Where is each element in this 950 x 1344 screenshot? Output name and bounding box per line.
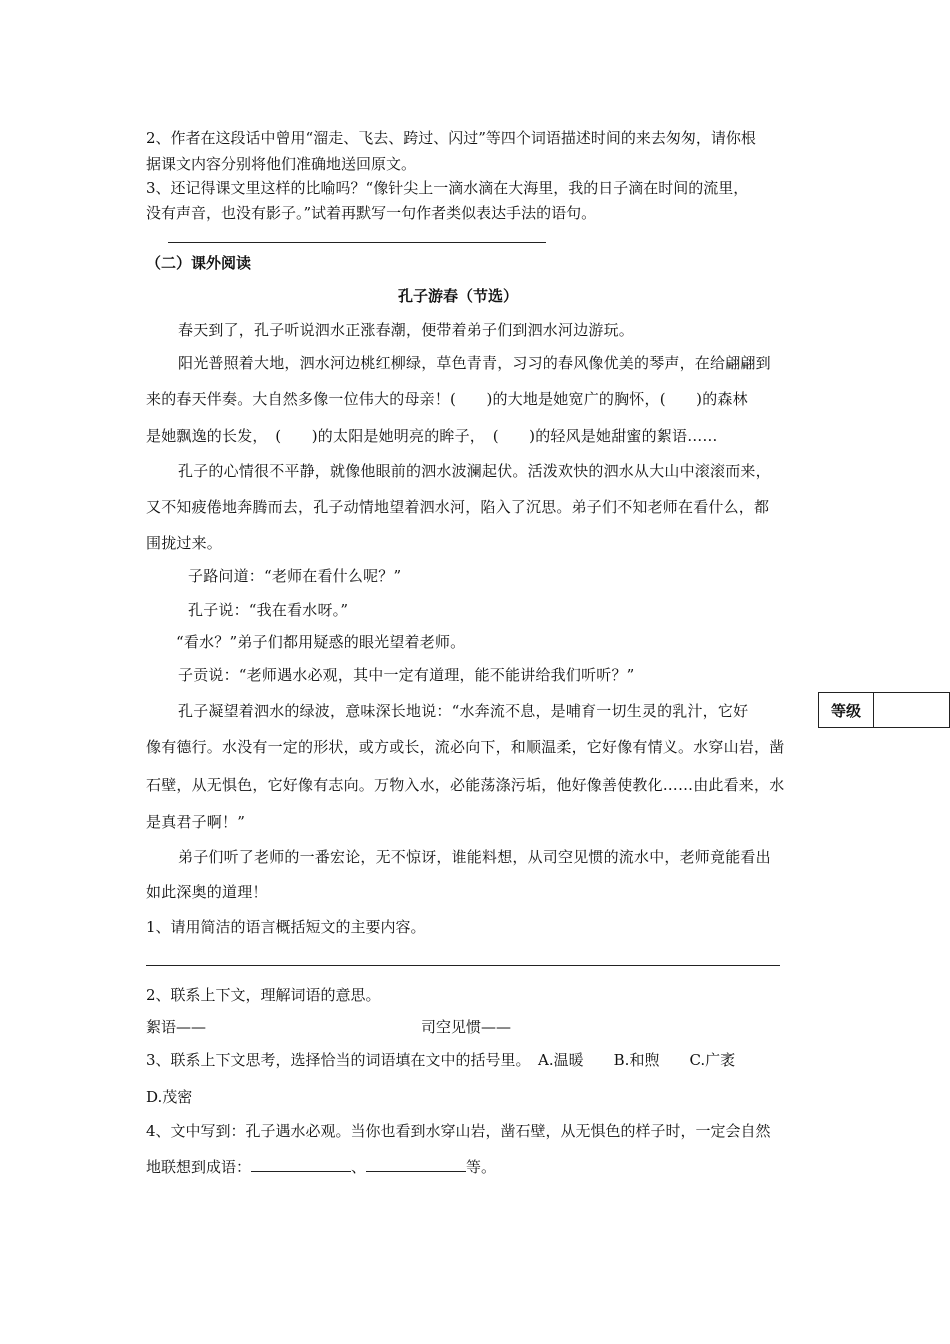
question-4-line-2 [146, 1157, 496, 1177]
grade-field[interactable] [874, 693, 949, 727]
passage-line: 子路问道：“老师在看什么呢？” [188, 567, 402, 585]
question-3-line-1: 3、还记得课文里这样的比喻吗？“像针尖上一滴水滴在大海里，我的日子滴在时间的流里， [146, 179, 749, 197]
question-1: 1、请用简洁的语言概括短文的主要内容。 [146, 918, 426, 936]
passage-line: 像有德行。水没有一定的形状，或方或长，流必向下，和顺温柔，它好像有情义。水穿山岩，凿 [146, 738, 785, 756]
question-2-line-1: 2、作者在这段话中曾用“溜走、飞去、跨过、闪过”等四个词语描述时间的来去匆匆，请你根 [146, 129, 756, 147]
grade-box [818, 692, 950, 728]
question-3-option-d: D.茂密 [146, 1088, 193, 1106]
passage-line: 阳光普照着大地，泗水河边桃红柳绿，草色青青，习习的春风像优美的琴声，在给翩翩到 [178, 354, 771, 372]
passage-line: 来的春天伴奏。大自然多像一位伟大的母亲！( )的大地是她宽广的胸怀，( )的森林 [146, 390, 748, 408]
idiom-blank-1[interactable] [251, 1157, 351, 1172]
passage-line: 弟子们听了老师的一番宏论，无不惊讶，谁能料想，从司空见惯的流水中，老师竟能看出 [178, 848, 771, 866]
passage-line: 子贡说：“老师遇水必观，其中一定有道理，能不能讲给我们听听？” [178, 666, 635, 684]
grade-label: 等级 [819, 693, 874, 727]
section-heading: （二）课外阅读 [146, 254, 252, 272]
passage-line: 石壁，从无惧色，它好像有志向。万物入水，必能荡涤污垢，他好像善使教化……由此看来，水 [146, 776, 785, 794]
passage-line: 孔子凝望着泗水的绿波，意味深长地说：“水奔流不息，是哺育一切生灵的乳汁，它好 [178, 702, 749, 720]
answer-line[interactable] [146, 965, 780, 966]
question-2: 2、联系上下文，理解词语的意思。 [146, 986, 381, 1004]
answer-line [168, 242, 546, 243]
question-2-line-2: 据课文内容分别将他们准确地送回原文。 [146, 155, 417, 173]
question-4-suffix: 等。 [466, 1158, 497, 1176]
passage-line: 是真君子啊！” [146, 813, 246, 831]
passage-title: 孔子游春（节选） [398, 287, 519, 305]
question-3-line-2: 没有声音，也没有影子。”试着再默写一句作者类似表达手法的语句。 [146, 204, 597, 222]
question-4: 4、文中写到：孔子遇水必观。当你也看到水穿山岩，凿石壁，从无惧色的样子时，一定会自然 [146, 1122, 771, 1140]
idiom-blank-2[interactable] [366, 1157, 466, 1172]
passage-line: 孔子说：“我在看水呀。” [188, 601, 349, 619]
term-sikongjianguan: 司空见惯—— [421, 1018, 512, 1036]
passage-line: “看水？”弟子们都用疑惑的眼光望着老师。 [176, 633, 466, 651]
passage-line: 如此深奥的道理！ [146, 883, 268, 901]
passage-line: 春天到了，孔子听说泗水正涨春潮，便带着弟子们到泗水河边游玩。 [178, 321, 635, 339]
term-xuyu: 絮语—— [146, 1018, 207, 1036]
question-3: 3、联系上下文思考，选择恰当的词语填在文中的括号里。 A.温暖 B.和煦 C.广袤 [146, 1051, 736, 1069]
passage-line: 是她飘逸的长发， ( )的太阳是她明亮的眸子， ( )的轻风是她甜蜜的絮语…… [146, 427, 718, 445]
passage-line: 又不知疲倦地奔腾而去，孔子动情地望着泗水河，陷入了沉思。弟子们不知老师在看什么，都 [146, 498, 770, 516]
passage-line: 孔子的心情很不平静，就像他眼前的泗水波澜起伏。活泼欢快的泗水从大山中滚滚而来， [178, 462, 771, 480]
question-4-separator: 、 [351, 1158, 367, 1176]
question-4-prefix: 地联想到成语： [146, 1158, 252, 1176]
passage-line: 围拢过来。 [146, 534, 223, 552]
